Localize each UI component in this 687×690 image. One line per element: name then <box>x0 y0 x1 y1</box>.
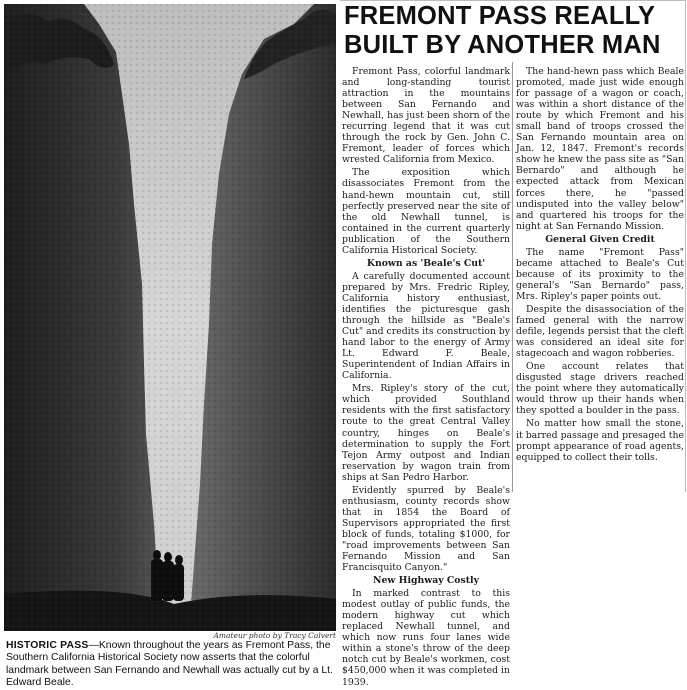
subhead-beales-cut: Known as 'Beale's Cut' <box>366 257 486 269</box>
col2-paragraph-5: No matter how small the stone, it barred passage and presaged the prompt appearance of road agents, equipped to collect their tolls. <box>516 418 684 463</box>
col2-paragraph-4: One account relates that disgusted stage drivers reached the point where they automatically would throw up their hands when they spotted a boulder in the pass. <box>516 361 684 417</box>
historic-pass-photo <box>4 4 336 631</box>
col1-paragraph-2: The exposition which disassociates Fremont from the hand-hewn mountain cut, still perfectly preserved near the site of the old Newhall tunnel, is contained in the current quarterly publication of the Southern California Historical Society. <box>342 167 510 256</box>
col2-paragraph-2: The name "Fremont Pass" became attached to Beale's Cut because of its proximity to the general's "San Bernardo" pass, Mrs. Ripley's paper points out. <box>516 246 684 302</box>
subhead-new-highway: New Highway Costly <box>373 575 479 587</box>
photo-credit: Amateur photo by Tracy Calvert <box>213 631 336 640</box>
photo-caption <box>6 640 334 689</box>
col1-paragraph-1: Fremont Pass, colorful landmark and long-standing tourist attraction in the mountains between San Fernando and Newhall, has just been shorn of the recurring legend that it was cut through the rock by Gen. John C. Fremont, leader of forces which wrested California from Mexico. <box>342 66 510 166</box>
col2-paragraph-3: Despite the disassociation of the famed general with the narrow defile, legends persist that the cleft was considered an ideal site for stagecoach and wagon robberies. <box>516 303 684 360</box>
col1-paragraph-3: A carefully documented account prepared by Mrs. Fredric Ripley, California history enthusiast, identifies the picturesque gash through the hillside as "Beale's Cut" and credits its construction by hand labor to the energy of Army Lt. Edward F. Beale, Superintendent of Indian Affairs in California. <box>342 270 510 382</box>
caption-text: —Known throughout the years as Fremont Pass, the Southern California Historical Society now asserts that the colorful landmark between San Fernando and Newhall was actually cut by a Lt. Edward Beale. <box>6 640 333 688</box>
col1-paragraph-6: In marked contrast to this modest outlay of public funds, the modern highway cut which replaced Newhall tunnel, and which now runs four lanes wide within a stone's throw of the deep notch cut by Beale's workmen, cost $450,000 when it was completed in 1939. <box>342 588 510 688</box>
canyon-illustration <box>4 4 336 631</box>
article-column-1 <box>342 66 510 690</box>
subhead-general-credit: General Given Credit <box>545 233 655 245</box>
caption-lead: HISTORIC PASS <box>6 640 89 651</box>
headline-line-1: FREMONT PASS REALLY <box>344 2 656 30</box>
article-frame-right <box>685 0 686 492</box>
headline-line-2: BUILT BY ANOTHER MAN <box>344 31 661 59</box>
col2-paragraph-1: The hand-hewn pass which Beale promoted, made just wide enough for passage of a wagon or coach, was within a short distance of the route by which Fremont and his small band of troops crossed the San Fernando mountain area on Jan. 12, 1847. Fremont's records show he knew the pass site as "San Bernardo" and although he expected attack from Mexican forces there, he "passed undisputed into the valley below" and quartered his troops for the night at San Fernando Mission. <box>516 66 684 232</box>
col1-paragraph-4: Mrs. Ripley's story of the cut, which provided Southland residents with the first satisfactory route to the great Central Valley country, hinges on Beale's determination to supply the Fort Tejon Army outpost and Indian reservation by wagon train from ships at San Pedro Harbor. <box>342 383 510 483</box>
article-column-2 <box>516 66 684 465</box>
column-divider <box>512 62 513 492</box>
article-frame-top <box>340 0 686 1</box>
col1-paragraph-5: Evidently spurred by Beale's enthusiasm, county records show that in 1854 the Board of Supervisors appropriated the first block of funds, totaling $1000, for "road improvements between San Fernando Mission and San Francisquito Canyon." <box>342 484 510 574</box>
article-headline <box>344 2 684 60</box>
